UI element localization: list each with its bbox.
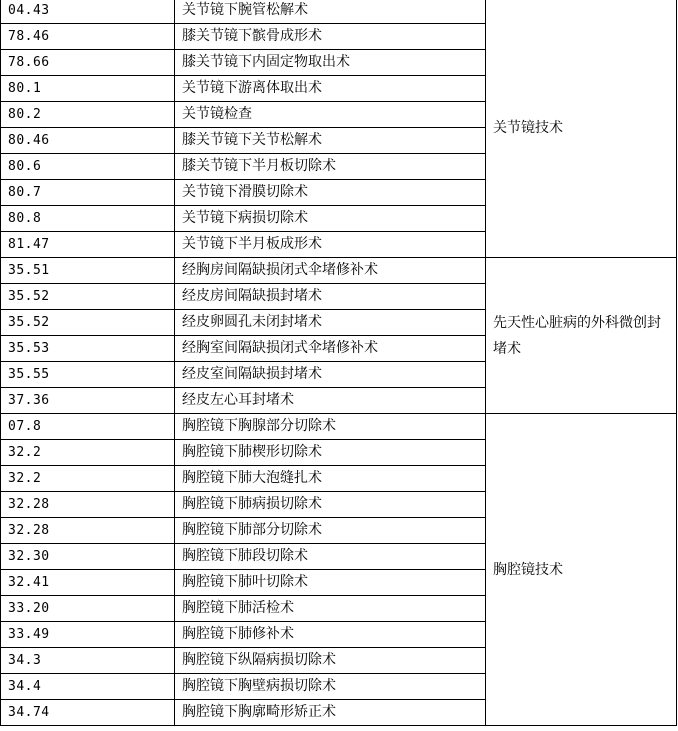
procedure-code-cell: 32.28 [1,492,175,518]
procedure-name-cell: 关节镜下腕管松解术 [175,0,486,24]
procedure-code-cell: 80.8 [1,206,175,232]
procedure-name-cell: 胸腔镜下肺大泡缝扎术 [175,466,486,492]
procedure-name-cell: 经胸房间隔缺损闭式伞堵修补术 [175,258,486,284]
procedure-code-cell: 78.46 [1,24,175,50]
procedure-code-cell: 32.28 [1,518,175,544]
procedure-code-cell: 35.55 [1,362,175,388]
procedure-code-cell: 35.53 [1,336,175,362]
procedure-name-cell: 关节镜下游离体取出术 [175,76,486,102]
technology-category-cell: 先天性心脏病的外科微创封堵术 [486,258,677,414]
procedure-name-cell: 胸腔镜下胸腺部分切除术 [175,414,486,440]
procedure-code-cell: 78.66 [1,50,175,76]
procedure-name-cell: 膝关节镜下髌骨成形术 [175,24,486,50]
table-row [1,0,677,24]
procedure-name-cell: 胸腔镜下胸壁病损切除术 [175,674,486,700]
procedure-code-cell: 32.30 [1,544,175,570]
procedure-name-cell: 胸腔镜下胸廓畸形矫正术 [175,700,486,726]
procedure-code-cell: 80.46 [1,128,175,154]
procedure-name-cell: 胸腔镜下肺修补术 [175,622,486,648]
procedure-code-cell: 80.6 [1,154,175,180]
procedure-name-cell: 胸腔镜下肺段切除术 [175,544,486,570]
procedure-name-cell: 关节镜下病损切除术 [175,206,486,232]
procedure-name-cell: 胸腔镜下纵隔病损切除术 [175,648,486,674]
procedure-name-cell: 关节镜下滑膜切除术 [175,180,486,206]
procedure-code-cell: 80.1 [1,76,175,102]
procedure-name-cell: 胸腔镜下肺活检术 [175,596,486,622]
procedure-code-cell: 35.51 [1,258,175,284]
procedure-name-cell: 关节镜检查 [175,102,486,128]
technology-category-cell: 胸腔镜技术 [486,414,677,726]
procedure-name-cell: 经胸室间隔缺损闭式伞堵修补术 [175,336,486,362]
procedure-name-cell: 经皮卵圆孔未闭封堵术 [175,310,486,336]
procedure-code-cell: 81.47 [1,232,175,258]
procedure-code-cell: 34.74 [1,700,175,726]
technology-category-cell: 关节镜技术 [486,0,677,258]
procedure-code-cell: 33.20 [1,596,175,622]
procedure-name-cell: 膝关节镜下半月板切除术 [175,154,486,180]
procedure-code-cell: 37.36 [1,388,175,414]
procedure-name-cell: 膝关节镜下关节松解术 [175,128,486,154]
procedure-name-cell: 胸腔镜下肺楔形切除术 [175,440,486,466]
procedure-name-cell: 膝关节镜下内固定物取出术 [175,50,486,76]
procedure-code-cell: 32.2 [1,466,175,492]
table-row [1,258,677,284]
procedure-code-cell: 04.43 [1,0,175,24]
procedure-code-cell: 35.52 [1,284,175,310]
procedure-code-cell: 07.8 [1,414,175,440]
procedure-name-cell: 经皮左心耳封堵术 [175,388,486,414]
procedure-code-cell: 80.2 [1,102,175,128]
procedure-code-cell: 32.41 [1,570,175,596]
procedure-name-cell: 胸腔镜下肺部分切除术 [175,518,486,544]
procedure-code-cell: 35.52 [1,310,175,336]
procedure-name-cell: 关节镜下半月板成形术 [175,232,486,258]
procedure-name-cell: 胸腔镜下肺病损切除术 [175,492,486,518]
table-body [1,0,677,726]
procedure-code-cell: 33.49 [1,622,175,648]
procedure-code-cell: 80.7 [1,180,175,206]
procedure-name-cell: 经皮房间隔缺损封堵术 [175,284,486,310]
procedure-code-cell: 34.4 [1,674,175,700]
procedure-code-cell: 32.2 [1,440,175,466]
procedure-code-cell: 34.3 [1,648,175,674]
table-row [1,414,677,440]
procedure-name-cell: 经皮室间隔缺损封堵术 [175,362,486,388]
procedure-name-cell: 胸腔镜下肺叶切除术 [175,570,486,596]
